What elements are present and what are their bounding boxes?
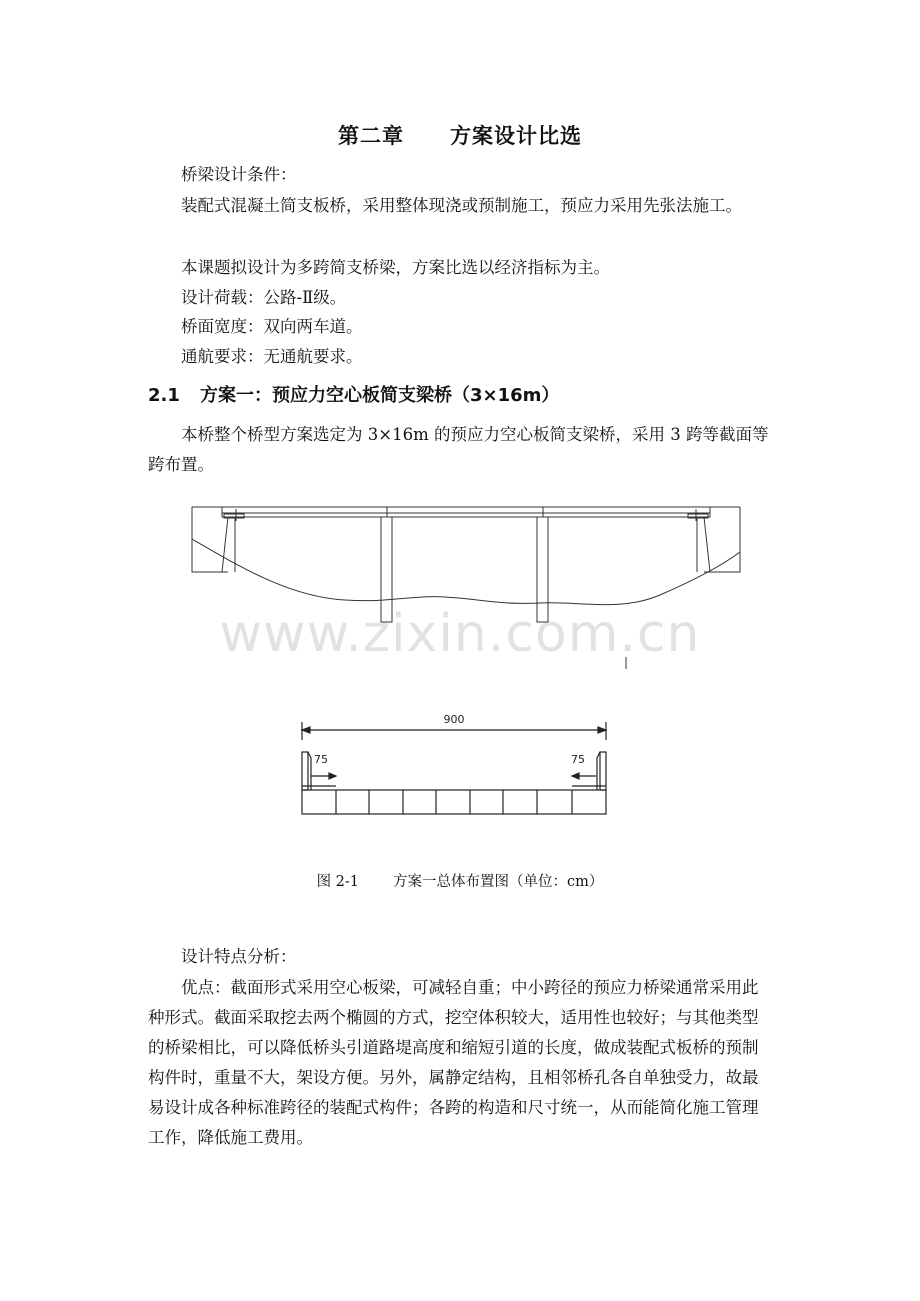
section-description: 本桥整个桥型方案选定为 3×16m 的预应力空心板简支梁桥，采用 3 跨等截面等跨布置。 [148, 425, 769, 474]
chapter-name: 方案设计比选 [450, 124, 582, 148]
dim-right-label: 75 [571, 753, 585, 766]
conditions-label: 桥梁设计条件： [181, 165, 297, 184]
chapter-number: 第二章 [338, 124, 404, 148]
section-title: 方案一：预应力空心板简支梁桥（3×16m） [200, 385, 560, 406]
cross-section-drawing [296, 706, 616, 826]
caption-text: 方案一总体布置图（单位：cm） [393, 874, 604, 890]
dim-total-label: 900 [443, 713, 465, 726]
dim-left-label: 75 [314, 753, 328, 766]
section-number: 2.1 [148, 385, 180, 406]
paragraph-construction: 装配式混凝土简支板桥，采用整体现浇或预制施工，预应力采用先张法施工。 [181, 196, 742, 215]
design-load: 设计荷载：公路-Ⅱ级。 [181, 288, 347, 307]
deck-width: 桥面宽度：双向两车道。 [181, 317, 363, 336]
analysis-label: 设计特点分析： [181, 947, 297, 966]
section-heading [148, 381, 559, 407]
paragraph-scheme: 本课题拟设计为多跨简支桥梁，方案比选以经济指标为主。 [181, 258, 610, 277]
watermark: www.zixin.com.cn [219, 604, 701, 664]
chapter-title [0, 120, 920, 150]
caption-number: 图 2-1 [316, 874, 360, 890]
analysis-body: 优点：截面形式采用空心板梁，可减轻自重；中小跨径的预应力桥梁通常采用此种形式。截面采取挖去两个椭圆的方式，挖空体积较大，适用性也较好；与其他类型的桥梁相比，可以降低桥头引道路堤高度和缩短引道的长度，做成装配式板桥的预制构件时，重量不大，架设方便。另外，属静定结构，且相邻桥孔各自单独受力，故最易设计成各种标准跨径的装配式构件；各跨的构造和尺寸统一，从而能简化施工管理工作，降低施工费用。 [148, 978, 759, 1147]
figure-caption [0, 870, 920, 891]
navigation-requirement: 通航要求：无通航要求。 [181, 347, 363, 366]
